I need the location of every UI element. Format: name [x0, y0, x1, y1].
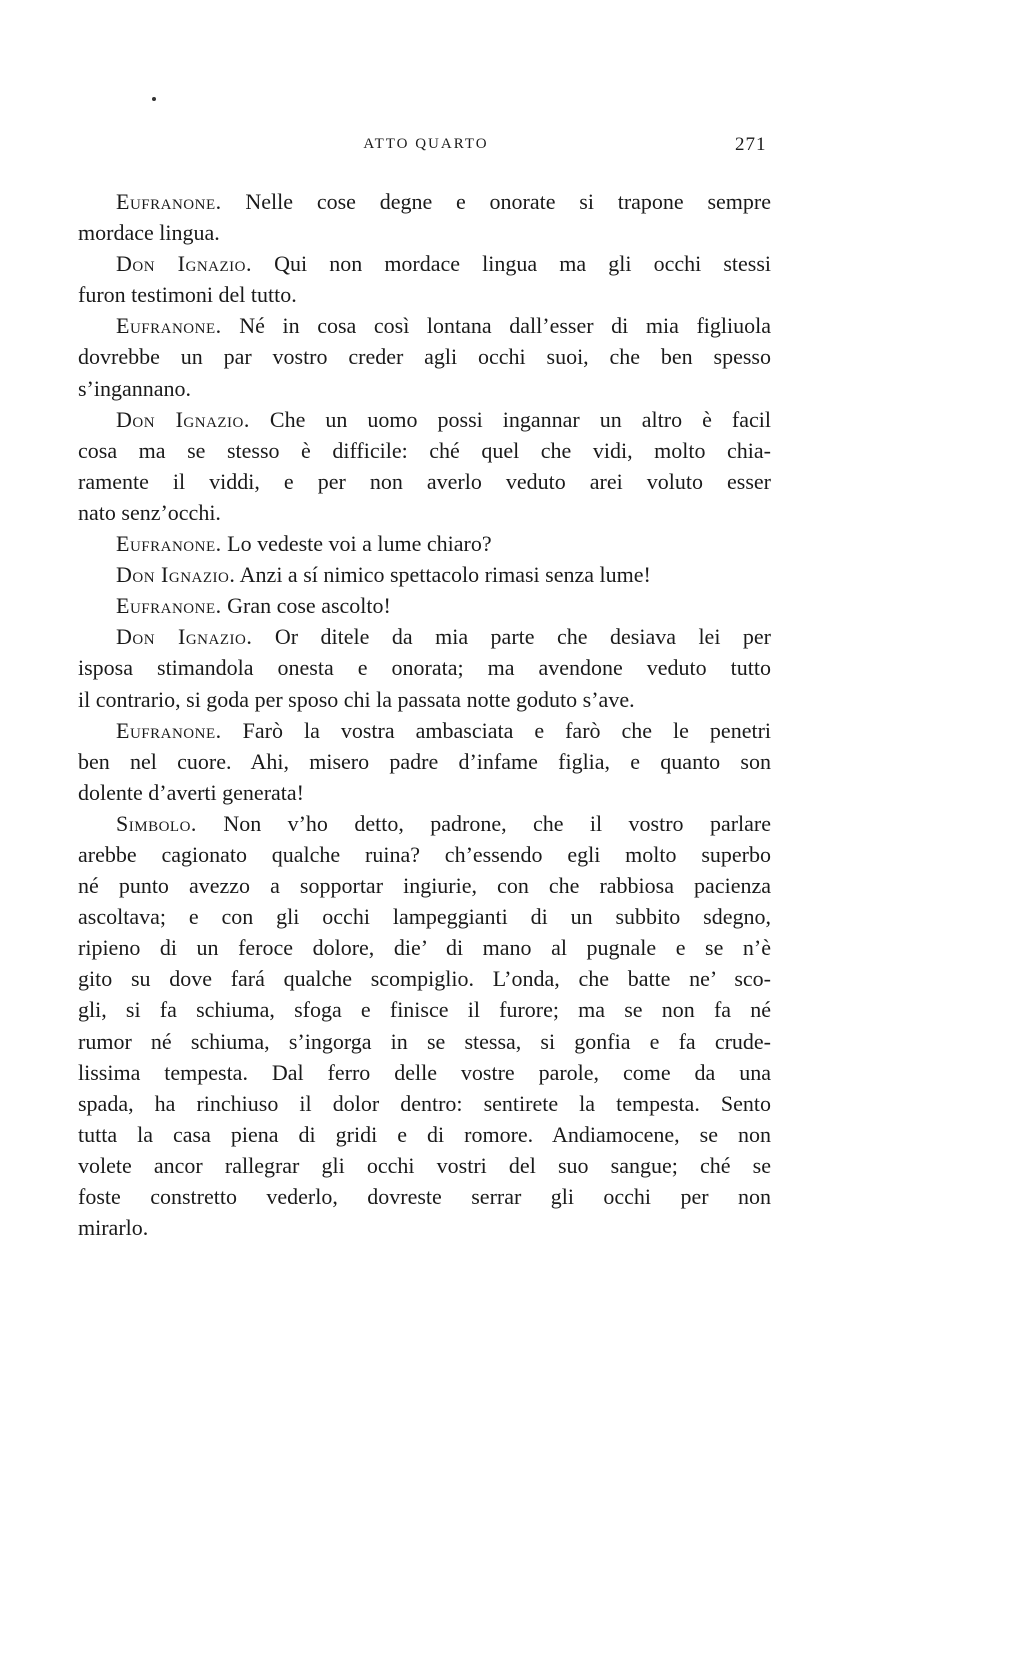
line-text: dolente d’averti generata! — [78, 779, 304, 805]
text-line — [78, 590, 771, 621]
text-line — [78, 373, 771, 404]
text-line — [78, 684, 771, 715]
line-text: foste constretto vederlo, dovreste serrar gli occhi per non — [78, 1184, 771, 1209]
text-line — [78, 963, 771, 994]
line-text: Che un uomo possi ingannar un altro è facil — [269, 406, 771, 432]
text-line — [78, 621, 771, 652]
text-line — [78, 217, 771, 248]
text-line — [78, 186, 771, 217]
speaker-name: Eufranone. — [116, 593, 222, 619]
text-line — [78, 746, 771, 777]
text-line — [78, 1150, 771, 1181]
line-text: lissima tempesta. Dal ferro delle vostre parole, come da una — [78, 1059, 771, 1085]
line-text: nato senz’occhi. — [78, 499, 221, 525]
text-line — [78, 652, 771, 683]
text-line — [78, 341, 771, 372]
page-number: 271 — [735, 134, 767, 155]
running-title: ATTO QUARTO — [363, 136, 489, 152]
text-line — [78, 248, 771, 279]
text-line — [78, 901, 771, 932]
text-line — [78, 279, 771, 310]
line-text: Non v’ho detto, padrone, che il vostro parlare — [223, 810, 771, 836]
line-text: Nelle cose degne e onorate si trapone sempre — [245, 189, 771, 214]
scan-speck — [152, 97, 156, 101]
dialogue-paragraph — [78, 808, 771, 1243]
text-line — [78, 932, 771, 963]
speaker-name: Simbolo. — [116, 810, 197, 836]
text-line — [78, 994, 771, 1025]
line-text: ascoltava; e con gli occhi lampeggianti di un subbito sdegno, — [78, 904, 771, 930]
speaker-name: Eufranone. — [116, 189, 222, 214]
dialogue-paragraph — [78, 590, 771, 621]
line-text: rumor né schiuma, s’ingorga in se stessa, si gonfia e fa crude- — [78, 1028, 771, 1054]
line-text: gito su dove fará qualche scompiglio. L’onda, che batte ne’ sco- — [78, 966, 771, 992]
dialogue-paragraph — [78, 621, 771, 714]
text-line — [78, 715, 771, 746]
speaker-name: Eufranone. — [116, 313, 222, 339]
line-text: isposa stimandola onesta e onorata; ma avendone veduto tutto — [78, 655, 771, 681]
speaker-name: Don Ignazio. — [116, 406, 250, 432]
line-text: Or ditele da mia parte che desiava lei per — [274, 624, 771, 650]
text-line — [78, 310, 771, 341]
line-text: cosa ma se stesso è difficile: ché quel che vidi, molto chia- — [78, 437, 771, 463]
speaker-name: Don Ignazio. — [116, 562, 236, 588]
line-text: s’ingannano. — [78, 375, 192, 401]
line-text: arebbe cagionato qualche ruina? ch’essendo egli molto superbo — [78, 841, 771, 867]
text-line — [78, 435, 771, 466]
line-text: volete ancor rallegrar gli occhi vostri del suo sangue; ché se — [78, 1152, 771, 1178]
line-text: Lo vedeste voi a lume chiaro? — [227, 531, 492, 557]
line-text: mirarlo. — [78, 1215, 149, 1241]
line-text: Gran cose ascolto! — [227, 593, 391, 619]
text-line — [78, 1119, 771, 1150]
text-line — [78, 777, 771, 808]
text-line — [78, 1181, 771, 1212]
text-line — [78, 1212, 771, 1243]
text-line — [78, 559, 771, 590]
text-line — [78, 497, 771, 528]
line-text: mordace lingua. — [78, 220, 220, 246]
speaker-name: Eufranone. — [116, 717, 222, 743]
dialogue-paragraph — [78, 186, 771, 248]
line-text: gli, si fa schiuma, sfoga e finisce il furore; ma se non fa né — [78, 997, 771, 1023]
line-text: Né in cosa così lontana dall’esser di mia figliuola — [239, 313, 772, 339]
text-line — [78, 528, 771, 559]
page-body — [78, 186, 771, 1243]
text-line — [78, 808, 771, 839]
speaker-name: Eufranone. — [116, 531, 222, 557]
text-line — [78, 404, 771, 435]
line-text: ripieno di un feroce dolore, die’ di mano al pugnale e se n’è — [78, 935, 771, 961]
dialogue-paragraph — [78, 528, 771, 559]
text-line — [78, 1088, 771, 1119]
dialogue-paragraph — [78, 248, 771, 310]
dialogue-paragraph — [78, 404, 771, 528]
text-line — [78, 870, 771, 901]
line-text: Farò la vostra ambasciata e farò che le penetri — [242, 717, 772, 743]
line-text: né punto avezzo a sopportar ingiurie, con che rabbiosa pacienza — [78, 873, 771, 899]
speaker-name: Don Ignazio. — [116, 624, 253, 650]
line-text: Anzi a sí nimico spettacolo rimasi senza lume! — [239, 562, 651, 588]
text-line — [78, 1026, 771, 1057]
line-text: spada, ha rinchiuso il dolor dentro: sentirete la tempesta. Sento — [78, 1090, 771, 1116]
text-line — [78, 1057, 771, 1088]
line-text: ramente il viddi, e per non averlo veduto arei voluto esser — [78, 468, 771, 494]
speaker-name: Don Ignazio. — [116, 251, 252, 277]
line-text: ben nel cuore. Ahi, misero padre d’infame figlia, e quanto son — [78, 748, 771, 774]
dialogue-paragraph — [78, 715, 771, 808]
line-text: Qui non mordace lingua ma gli occhi stessi — [274, 251, 771, 277]
text-line — [78, 466, 771, 497]
text-line — [78, 839, 771, 870]
dialogue-paragraph — [78, 559, 771, 590]
line-text: furon testimoni del tutto. — [78, 282, 297, 308]
line-text: dovrebbe un par vostro creder agli occhi suoi, che ben spesso — [78, 344, 771, 370]
line-text: il contrario, si goda per sposo chi la passata notte goduto s’ave. — [78, 686, 635, 712]
line-text: tutta la casa piena di gridi e di romore. Andiamocene, se non — [78, 1121, 771, 1147]
dialogue-paragraph — [78, 310, 771, 403]
